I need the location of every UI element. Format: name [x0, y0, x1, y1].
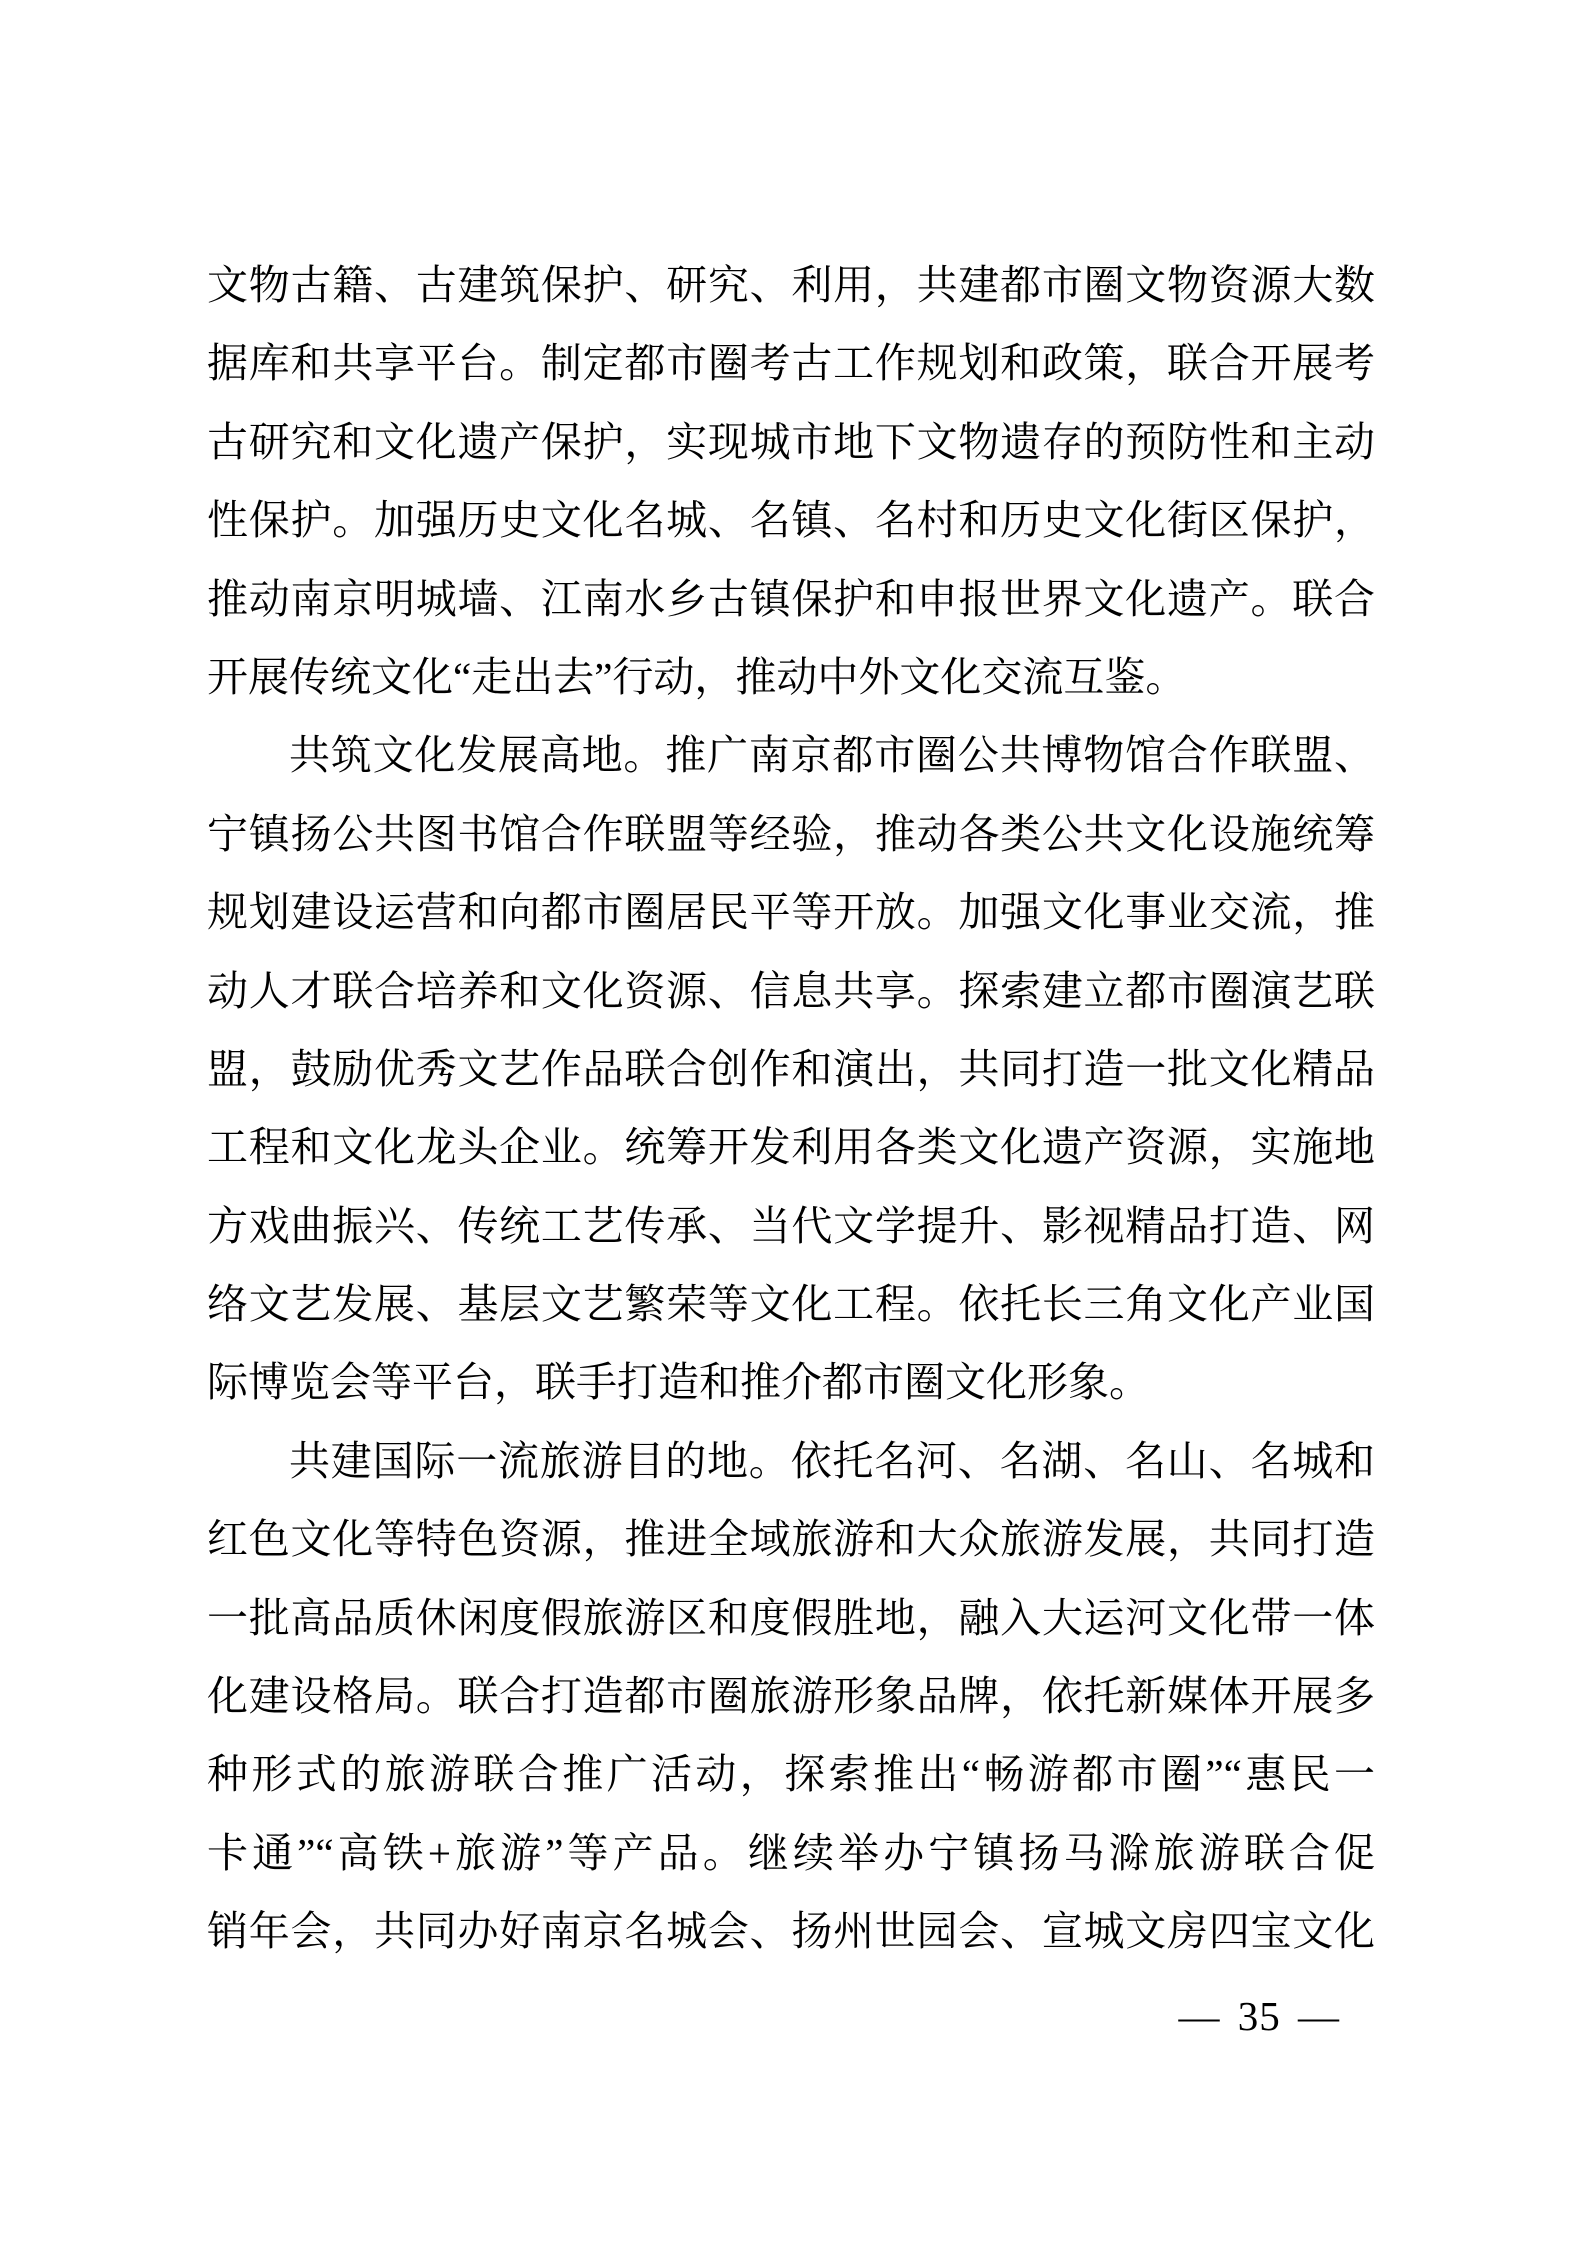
- text-line: 古研究和文化遗产保护，实现城市地下文物遗存的预防性和主动: [207, 418, 1375, 465]
- text-line: 红色文化等特色资源，推进全域旅游和大众旅游发展，共同打造: [207, 1516, 1375, 1563]
- text-line: 一批高品质休闲度假旅游区和度假胜地，融入大运河文化带一体: [207, 1594, 1375, 1641]
- text-line: 方戏曲振兴、传统工艺传承、当代文学提升、影视精品打造、网: [207, 1202, 1375, 1249]
- text-line: 文物古籍、古建筑保护、研究、利用，共建都市圈文物资源大数: [207, 262, 1375, 308]
- text-line: 卡通”“高铁+旅游”等产品。继续举办宁镇扬马滁旅游联合促: [207, 1829, 1375, 1876]
- text-line: 据库和共享平台。制定都市圈考古工作规划和政策，联合开展考: [207, 340, 1375, 387]
- text-line: 种形式的旅游联合推广活动，探索推出“畅游都市圈”“惠民一: [207, 1751, 1375, 1798]
- text-line: 络文艺发展、基层文艺繁荣等文化工程。依托长三角文化产业国: [207, 1281, 1375, 1328]
- text-line: 动人才联合培养和文化资源、信息共享。探索建立都市圈演艺联: [207, 967, 1375, 1014]
- text-line: 开展传统文化“走出去”行动，推动中外文化交流互鉴。: [207, 653, 1187, 700]
- text-line: 性保护。加强历史文化名城、名镇、名村和历史文化街区保护，: [207, 497, 1375, 544]
- text-line: 共建国际一流旅游目的地。依托名河、名湖、名山、名城和: [289, 1437, 1375, 1484]
- text-line: 化建设格局。联合打造都市圈旅游形象品牌，依托新媒体开展多: [207, 1673, 1375, 1720]
- text-line: 盟，鼓励优秀文艺作品联合创作和演出，共同打造一批文化精品: [207, 1045, 1375, 1092]
- text-line: 宁镇扬公共图书馆合作联盟等经验，推动各类公共文化设施统筹: [207, 810, 1375, 857]
- text-line: 推动南京明城墙、江南水乡古镇保护和申报世界文化遗产。联合: [207, 575, 1375, 622]
- body-text: [207, 246, 1375, 1971]
- text-line: 工程和文化龙头企业。统筹开发利用各类文化遗产资源，实施地: [207, 1124, 1375, 1171]
- text-line: 规划建设运营和向都市圈居民平等开放。加强文化事业交流，推: [207, 889, 1375, 936]
- text-line: 销年会，共同办好南京名城会、扬州世园会、宣城文房四宝文化: [207, 1908, 1375, 1955]
- text-line: 共筑文化发展高地。推广南京都市圈公共博物馆合作联盟、: [289, 732, 1375, 779]
- page-number: — 35 —: [1178, 1993, 1340, 2039]
- text-line: 际博览会等平台，联手打造和推介都市圈文化形象。: [207, 1359, 1150, 1406]
